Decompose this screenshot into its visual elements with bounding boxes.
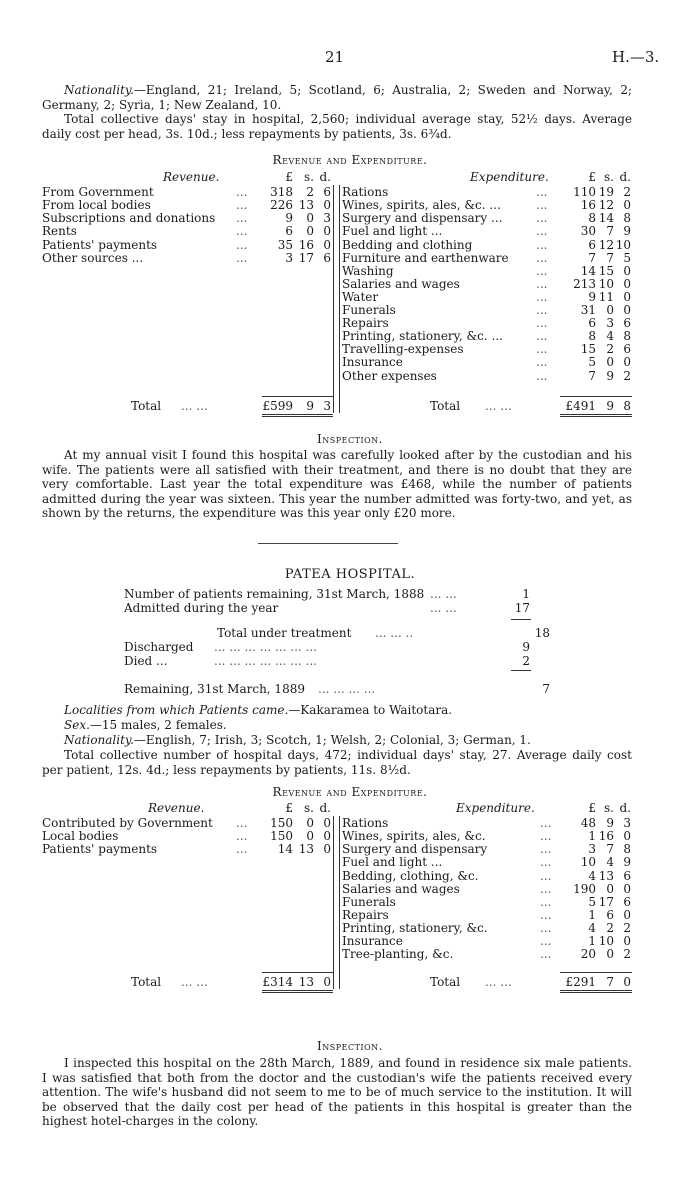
expenditure-row-d: 9 xyxy=(623,224,631,239)
leader-dots: ... xyxy=(540,947,552,962)
expenditure-row-s: 12 xyxy=(598,198,614,213)
inspection-paragraph: At my annual visit I found this hospital was carefully looked after by the custodian and his wife. The patients were all satisfied with their treatment, and there is no doubt that they are very comfortable. Last year the total expenditure was £468, while the number of patients admitted during the year was sixteen. This year the number admitted was forty-two, and yet, as shown by the returns, the expenditure was this year only £20 more. xyxy=(42,448,632,520)
died-label: Died ... xyxy=(124,654,168,668)
expenditure-row-d: 0 xyxy=(623,881,631,896)
expenditure-row-label: Wines, spirits, ales, &c. ... xyxy=(342,198,501,213)
expenditure-row-s: 2 xyxy=(606,342,614,357)
expenditure-row-s: 17 xyxy=(598,894,614,909)
leader-dots: ... xyxy=(236,198,248,213)
total-double-rule xyxy=(560,992,632,993)
nationality2-text: —English, 7; Irish, 3; Scotch, 1; Welsh, 2; Colonial, 3; German, 1. xyxy=(133,733,531,747)
expenditure-row-d: 0 xyxy=(623,289,631,304)
expenditure-row-label: Washing xyxy=(342,263,394,278)
total-rule xyxy=(560,396,632,397)
total-double-rule xyxy=(262,416,333,417)
leader-dots: ... xyxy=(236,816,248,831)
expenditure-row-label: Printing, stationery, &c. ... xyxy=(342,329,503,344)
revenue-total-label: Total xyxy=(131,975,162,989)
revenue-currency-d: d. xyxy=(319,801,331,815)
nationality2-label: Nationality. xyxy=(64,733,134,747)
expenditure-row-d: 0 xyxy=(623,907,631,922)
expenditure-total-l: £291 xyxy=(565,975,596,989)
expenditure-row-label: Furniture and earthenware xyxy=(342,250,509,265)
revenue-row-l: 226 xyxy=(270,198,293,213)
inspection-title: Inspection. xyxy=(317,432,383,446)
leader-dots: ... xyxy=(536,342,548,357)
expenditure-row-s: 0 xyxy=(606,947,614,962)
expenditure-row-d: 5 xyxy=(623,250,631,265)
expenditure-total-d: 8 xyxy=(623,399,631,413)
revenue-row-l: 14 xyxy=(277,842,293,857)
leader-dots: ... xyxy=(536,224,548,239)
revenue-row-label: Local bodies xyxy=(42,829,119,844)
expenditure-total-label: Total xyxy=(430,975,461,989)
expenditure-row-l: 15 xyxy=(580,342,596,357)
revenue-total-s: 13 xyxy=(298,975,314,989)
leader-dots: ... xyxy=(536,289,548,304)
total-under-treatment-value: 18 xyxy=(534,626,550,640)
expenditure-row-l: 3 xyxy=(588,842,596,857)
expenditure-row-d: 0 xyxy=(623,263,631,278)
expenditure-row-d: 6 xyxy=(623,868,631,883)
expenditure-row-l: 5 xyxy=(588,355,596,370)
revenue-row-label: Rents xyxy=(42,224,77,239)
sex-paragraph xyxy=(42,718,642,733)
total-double-rule xyxy=(560,414,632,415)
expenditure-row-label: Bedding, clothing, &c. xyxy=(342,868,479,883)
nationality-label: Nationality. xyxy=(64,83,134,97)
expenditure-row-l: 8 xyxy=(588,211,596,226)
expenditure-currency-s: s. xyxy=(604,801,614,815)
localities-label: Localities from which Patients came. xyxy=(64,703,289,717)
expenditure-row-d: 3 xyxy=(623,816,631,831)
expenditure-row-l: 16 xyxy=(580,198,596,213)
expenditure-row-d: 0 xyxy=(623,934,631,948)
expenditure-row-label: Funerals xyxy=(342,894,396,909)
expenditure-row-l: 1 xyxy=(588,934,596,948)
patient-stat-value: 17 xyxy=(514,600,530,615)
column-rule xyxy=(339,816,340,989)
leader-dots: ... xyxy=(540,829,552,844)
revenue-currency-s: s. xyxy=(304,801,314,815)
expenditure-currency-l: £ xyxy=(588,801,596,815)
leader-dots: ... xyxy=(236,224,248,239)
revenue-row-s: 0 xyxy=(306,224,314,239)
leader-dots: ... xyxy=(236,842,248,857)
revenue-row-d: 6 xyxy=(323,250,331,265)
leader-dots: ... xyxy=(540,920,552,935)
revenue-currency-l: £ xyxy=(285,170,293,184)
revenue-row-s: 0 xyxy=(306,829,314,844)
revenue-row-l: 318 xyxy=(270,185,293,200)
expenditure-row-l: 8 xyxy=(588,329,596,344)
expenditure-row-s: 19 xyxy=(598,185,614,200)
expenditure-total-s: 7 xyxy=(606,975,614,989)
expenditure-row-d: 6 xyxy=(623,894,631,909)
expenditure-row-s: 0 xyxy=(606,881,614,896)
nationality2-paragraph xyxy=(42,733,642,748)
hospital-title: PATEA HOSPITAL. xyxy=(284,567,416,582)
revenue-total-label: Total xyxy=(131,399,162,413)
revenue-currency-d: d. xyxy=(319,170,331,184)
expenditure-row-s: 9 xyxy=(606,816,614,831)
expenditure-row-d: 0 xyxy=(623,829,631,844)
leader-dots: ... xyxy=(536,329,548,344)
document-code: H.—3. xyxy=(612,48,660,66)
expenditure-total-s: 9 xyxy=(606,399,614,413)
expenditure-row-s: 7 xyxy=(606,224,614,239)
expenditure-row-s: 11 xyxy=(598,289,614,304)
expenditure-row-l: 6 xyxy=(588,237,596,252)
revenue-row-label: Other sources ... xyxy=(42,250,144,265)
revenue-row-s: 2 xyxy=(306,185,314,200)
expenditure-row-s: 14 xyxy=(598,211,614,226)
leader-dots: ... xyxy=(536,211,548,226)
expenditure-row-l: 4 xyxy=(588,868,596,883)
leader-dots: ... xyxy=(536,368,548,383)
revenue-row-label: From local bodies xyxy=(42,198,151,213)
expenditure-heading: Expenditure. xyxy=(470,170,549,184)
expenditure-row-s: 16 xyxy=(598,829,614,844)
expenditure-row-s: 13 xyxy=(598,868,614,883)
leader-dots: ... xyxy=(540,934,552,948)
revenue-row-label: Patients' payments xyxy=(42,842,158,857)
expenditure-total-l: £491 xyxy=(565,399,596,413)
revenue-total-d: 3 xyxy=(323,399,331,413)
expenditure-row-l: 48 xyxy=(580,816,596,831)
expenditure-row-label: Bedding and clothing xyxy=(342,237,473,252)
leader-dots: ... xyxy=(536,198,548,213)
leader-dots: ... xyxy=(236,250,248,265)
expenditure-total-label: Total xyxy=(430,399,461,413)
expenditure-row-l: 7 xyxy=(588,368,596,383)
inspection-paragraph-2: I inspected this hospital on the 28th March, 1889, and found in residence six male patients. I was satisfied that both from the doctor and the custodian's wife the patients received every attention. The wife's husband did not seem to me to be of much service to the institution. It will be observed that the daily cost per head of the patients in this hospital is greater than the highest hotel-charges in the colony. xyxy=(42,1056,632,1128)
expenditure-row-l: 110 xyxy=(573,185,596,200)
leader-dots: ... ... xyxy=(485,975,512,989)
revenue-row-l: 6 xyxy=(285,224,293,239)
total-under-treatment-label: Total under treatment xyxy=(217,626,352,640)
expenditure-total-d: 0 xyxy=(623,975,631,989)
revenue-row-d: 0 xyxy=(323,224,331,239)
nationality-paragraph xyxy=(42,83,632,112)
sum-rule xyxy=(511,619,531,620)
expenditure-row-d: 0 xyxy=(623,198,631,213)
revenue-row-s: 13 xyxy=(298,198,314,213)
expenditure-currency-d: d. xyxy=(619,170,631,184)
expenditure-currency-l: £ xyxy=(588,170,596,184)
column-rule xyxy=(333,816,334,989)
leader-dots: ... xyxy=(536,185,548,200)
expenditure-row-l: 20 xyxy=(580,947,596,962)
leader-dots: ... ... xyxy=(430,587,457,601)
expenditure-row-label: Fuel and light ... xyxy=(342,224,443,239)
expenditure-row-s: 6 xyxy=(606,907,614,922)
revenue-row-s: 13 xyxy=(298,842,314,857)
leader-dots: ... xyxy=(536,316,548,331)
revenue-currency-s: s. xyxy=(304,170,314,184)
expenditure-row-label: Printing, stationery, &c. xyxy=(342,920,488,935)
expenditure-row-l: 190 xyxy=(573,881,596,896)
revenue-row-d: 0 xyxy=(323,237,331,252)
revenue-row-d: 6 xyxy=(323,185,331,200)
expenditure-row-l: 7 xyxy=(588,250,596,265)
expenditure-row-d: 6 xyxy=(623,316,631,331)
remaining-label: Remaining, 31st March, 1889 xyxy=(124,682,305,696)
expenditure-row-label: Tree-planting, &c. xyxy=(342,947,454,962)
expenditure-row-d: 2 xyxy=(623,947,631,962)
expenditure-row-l: 31 xyxy=(580,303,596,317)
revenue-row-l: 150 xyxy=(270,816,293,831)
total-double-rule xyxy=(262,414,333,415)
expenditure-row-s: 2 xyxy=(606,920,614,935)
expenditure-row-s: 12 xyxy=(598,237,614,252)
leader-dots: ... ... xyxy=(430,600,457,615)
revenue-row-d: 0 xyxy=(323,816,331,831)
expenditure-row-l: 10 xyxy=(580,855,596,870)
leader-dots: ... xyxy=(540,816,552,831)
leader-dots: ... xyxy=(236,185,248,200)
expenditure-row-s: 0 xyxy=(606,303,614,317)
section-divider xyxy=(258,543,398,544)
revenue-total-l: £314 xyxy=(262,975,293,989)
discharged-value: 9 xyxy=(522,640,530,654)
column-rule xyxy=(333,185,334,413)
expenditure-row-d: 8 xyxy=(623,211,631,226)
discharged-label: Discharged xyxy=(124,640,194,654)
total-double-rule xyxy=(262,992,333,993)
revenue-row-s: 17 xyxy=(298,250,314,265)
expenditure-row-d: 2 xyxy=(623,185,631,200)
expenditure-row-l: 4 xyxy=(588,920,596,935)
total-rule xyxy=(262,396,333,397)
expenditure-row-label: Other expenses xyxy=(342,368,437,383)
expenditure-row-label: Rations xyxy=(342,185,389,200)
leader-dots: ... xyxy=(536,303,548,317)
revenue-row-l: 3 xyxy=(285,250,293,265)
expenditure-row-l: 5 xyxy=(588,894,596,909)
leader-dots: ... xyxy=(540,907,552,922)
localities-text: —Kakaramea to Waitotara. xyxy=(288,703,453,717)
revenue-row-l: 35 xyxy=(277,237,293,252)
expenditure-row-label: Salaries and wages xyxy=(342,276,460,291)
expenditure-row-l: 30 xyxy=(580,224,596,239)
expenditure-row-l: 6 xyxy=(588,316,596,331)
revenue-row-l: 150 xyxy=(270,829,293,844)
expenditure-heading: Expenditure. xyxy=(456,801,535,815)
patient-stat-label: Admitted during the year xyxy=(124,600,279,615)
expenditure-row-d: 0 xyxy=(623,303,631,317)
expenditure-row-label: Repairs xyxy=(342,316,389,331)
expenditure-row-d: 10 xyxy=(615,237,631,252)
expenditure-row-d: 0 xyxy=(623,355,631,370)
leader-dots: ... ... ... ... xyxy=(318,682,376,696)
expenditure-row-label: Wines, spirits, ales, &c. xyxy=(342,829,486,844)
total-rule xyxy=(560,972,632,973)
total-rule xyxy=(262,972,333,973)
leader-dots: ... xyxy=(536,250,548,265)
expenditure-row-l: 213 xyxy=(573,276,596,291)
died-value: 2 xyxy=(522,654,530,668)
revenue-row-s: 0 xyxy=(306,816,314,831)
leader-dots: ... xyxy=(236,829,248,844)
revenue-row-s: 0 xyxy=(306,211,314,226)
expenditure-row-s: 4 xyxy=(606,329,614,344)
expenditure-row-s: 9 xyxy=(606,368,614,383)
revenue-expenditure-title: Revenue and Expenditure. xyxy=(272,153,428,167)
leader-dots: ... ... xyxy=(181,399,208,413)
expenditure-row-s: 10 xyxy=(598,934,614,948)
leader-dots: ... xyxy=(536,237,548,252)
expenditure-currency-d: d. xyxy=(619,801,631,815)
leader-dots: ... ... xyxy=(485,399,512,413)
revenue-total-d: 0 xyxy=(323,975,331,989)
sex-text: —15 males, 2 females. xyxy=(89,718,227,732)
patient-stat-value: 1 xyxy=(522,587,530,601)
expenditure-row-s: 10 xyxy=(598,276,614,291)
leader-dots: ... ... ... ... ... ... ... xyxy=(214,640,317,654)
leader-dots: ... xyxy=(540,855,552,870)
page-header xyxy=(0,48,700,70)
expenditure-row-label: Water xyxy=(342,289,379,304)
expenditure-row-label: Surgery and dispensary xyxy=(342,842,488,857)
expenditure-row-d: 9 xyxy=(623,855,631,870)
leader-dots: ... xyxy=(540,894,552,909)
leader-dots: ... xyxy=(236,237,248,252)
leader-dots: ... ... ... ... ... ... ... xyxy=(214,654,317,668)
expenditure-row-label: Surgery and dispensary ... xyxy=(342,211,503,226)
expenditure-row-label: Salaries and wages xyxy=(342,881,460,896)
total-double-rule xyxy=(560,990,632,991)
leader-dots: ... xyxy=(540,881,552,896)
expenditure-row-label: Funerals xyxy=(342,303,396,317)
revenue-row-label: From Government xyxy=(42,185,154,200)
expenditure-row-label: Insurance xyxy=(342,355,403,370)
patient-stat-label: Number of patients remaining, 31st March, 1888 xyxy=(124,587,425,601)
sex-label: Sex. xyxy=(64,718,90,732)
collective-paragraph: Total collective days' stay in hospital, 2,560; individual average stay, 52½ days. Average daily cost per head, 3s. 10d.; less repayments by patients, 3s. 6¾d. xyxy=(42,112,632,141)
leader-dots: ... xyxy=(540,868,552,883)
total-double-rule xyxy=(560,416,632,417)
expenditure-row-s: 15 xyxy=(598,263,614,278)
revenue-total-s: 9 xyxy=(306,399,314,413)
expenditure-row-l: 1 xyxy=(588,829,596,844)
expenditure-row-d: 0 xyxy=(623,276,631,291)
leader-dots: ... xyxy=(540,842,552,857)
revenue-row-d: 0 xyxy=(323,198,331,213)
collective2-paragraph: Total collective number of hospital days, 472; individual days' stay, 27. Average daily cost per patient, 12s. 4d.; less repayments by patients, 11s. 8½d. xyxy=(42,748,632,777)
expenditure-row-d: 6 xyxy=(623,342,631,357)
expenditure-row-s: 7 xyxy=(606,842,614,857)
sum-rule xyxy=(511,670,531,671)
expenditure-row-s: 7 xyxy=(606,250,614,265)
expenditure-row-s: 0 xyxy=(606,355,614,370)
expenditure-currency-s: s. xyxy=(604,170,614,184)
localities-paragraph xyxy=(42,703,642,718)
expenditure-row-label: Repairs xyxy=(342,907,389,922)
expenditure-row-d: 8 xyxy=(623,842,631,857)
revenue-row-label: Subscriptions and donations xyxy=(42,211,216,226)
expenditure-row-label: Travelling-expenses xyxy=(342,342,464,357)
page-number: 21 xyxy=(325,48,345,66)
nationality-text: —England, 21; Ireland, 5; Scotland, 6; Australia, 2; Sweden and Norway, 2; Germany, 2; Syria, 1; New Zealand, 10. xyxy=(42,83,632,112)
revenue-row-d: 0 xyxy=(323,842,331,857)
revenue-currency-l: £ xyxy=(285,801,293,815)
leader-dots: ... ... .. xyxy=(375,626,414,640)
revenue-total-l: £599 xyxy=(262,399,293,413)
revenue-heading: Revenue. xyxy=(163,170,220,184)
leader-dots: ... xyxy=(536,276,548,291)
expenditure-row-label: Rations xyxy=(342,816,389,831)
column-rule xyxy=(339,185,340,413)
revenue-row-s: 16 xyxy=(298,237,314,252)
expenditure-row-d: 2 xyxy=(623,920,631,935)
revenue-heading: Revenue. xyxy=(148,801,205,815)
expenditure-row-label: Fuel and light ... xyxy=(342,855,443,870)
leader-dots: ... xyxy=(236,211,248,226)
leader-dots: ... xyxy=(536,355,548,370)
inspection-title-2: Inspection. xyxy=(317,1039,383,1053)
expenditure-row-l: 1 xyxy=(588,907,596,922)
revenue-row-label: Patients' payments xyxy=(42,237,158,252)
leader-dots: ... ... xyxy=(181,975,208,989)
expenditure-row-l: 9 xyxy=(588,289,596,304)
expenditure-row-d: 2 xyxy=(623,368,631,383)
expenditure-row-label: Insurance xyxy=(342,934,403,948)
revenue-row-d: 3 xyxy=(323,211,331,226)
revenue-row-d: 0 xyxy=(323,829,331,844)
expenditure-row-s: 4 xyxy=(606,855,614,870)
expenditure-row-s: 3 xyxy=(606,316,614,331)
expenditure-row-d: 8 xyxy=(623,329,631,344)
revenue-expenditure-title-2: Revenue and Expenditure. xyxy=(272,785,428,799)
remaining-value: 7 xyxy=(542,682,550,696)
expenditure-row-l: 14 xyxy=(580,263,596,278)
revenue-row-label: Contributed by Government xyxy=(42,816,213,831)
total-double-rule xyxy=(262,990,333,991)
leader-dots: ... xyxy=(536,263,548,278)
revenue-row-l: 9 xyxy=(285,211,293,226)
